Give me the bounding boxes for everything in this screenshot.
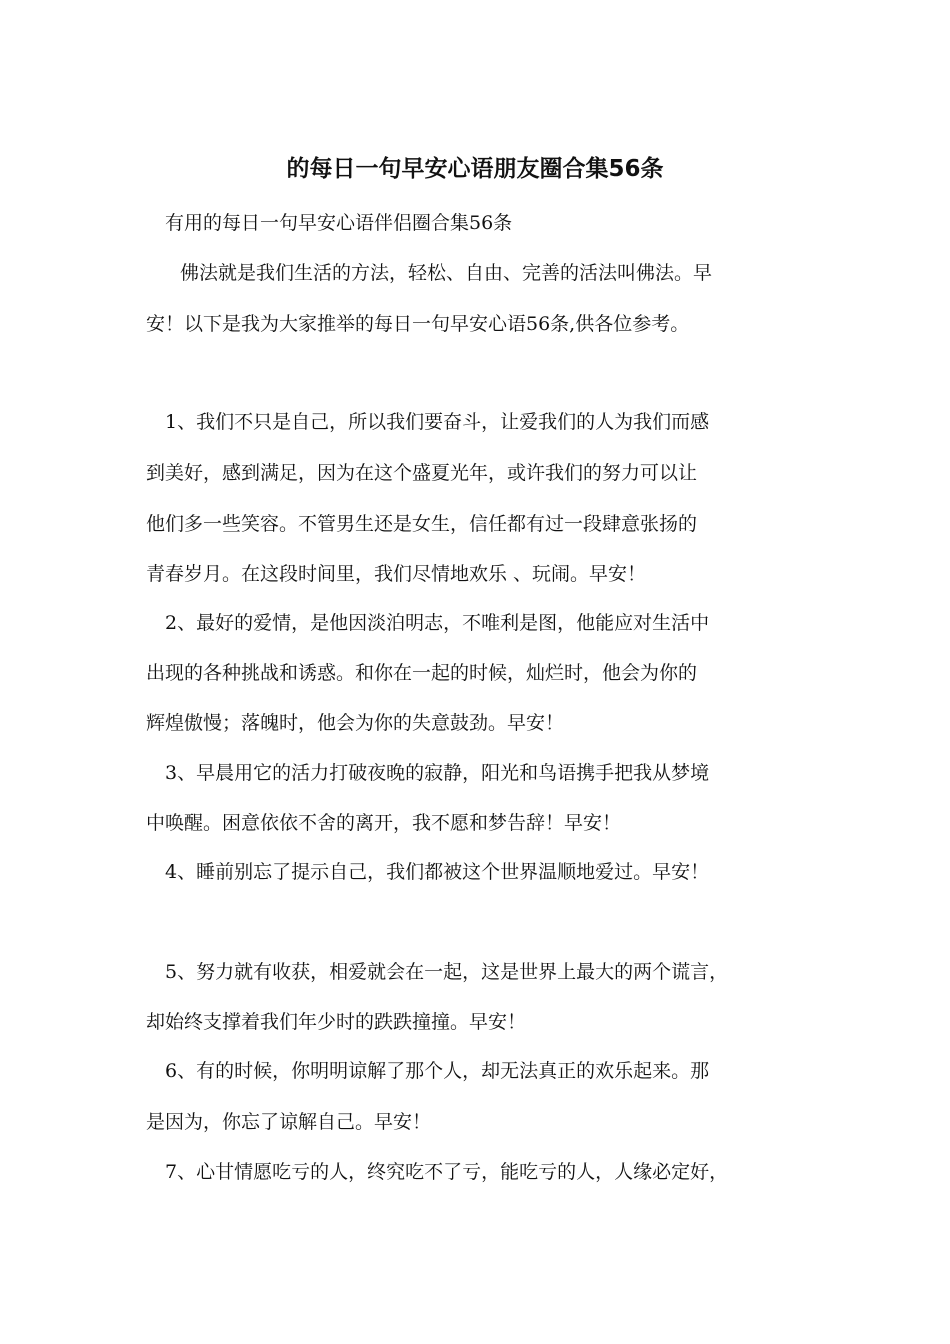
paragraph-line: 1、我们不只是自己，所以我们要奋斗，让爱我们的人为我们而感 xyxy=(165,411,710,433)
intro-line: 安！以下是我为大家推举的每日一句早安心语56条,供各位参考。 xyxy=(146,313,690,335)
paragraph-line: 却始终支撑着我们年少时的跌跌撞撞。早安！ xyxy=(146,1011,527,1033)
paragraph-line: 6、有的时候，你明明谅解了那个人，却无法真正的欢乐起来。那 xyxy=(165,1060,710,1082)
paragraph-line: 到美好，感到满足，因为在这个盛夏光年，或许我们的努力可以让 xyxy=(146,462,698,484)
intro-line: 佛法就是我们生活的方法，轻松、自由、完善的活法叫佛法。早 xyxy=(180,262,713,284)
paragraph-line: 是因为，你忘了谅解自己。早安！ xyxy=(146,1111,432,1133)
paragraph-line: 他们多一些笑容。不管男生还是女生，信任都有过一段肆意张扬的 xyxy=(146,513,698,535)
subtitle-line: 有用的每日一句早安心语伴侣圈合集56条 xyxy=(165,212,513,234)
paragraph-line: 中唤醒。困意依依不舍的离开，我不愿和梦告辞！早安！ xyxy=(146,812,622,834)
paragraph-line: 青春岁月。在这段时间里，我们尽情地欢乐 、玩闹。早安！ xyxy=(146,563,647,585)
paragraph-line: 辉煌傲慢；落魄时，他会为你的失意鼓劲。早安！ xyxy=(146,712,565,734)
paragraph-line: 2、最好的爱情，是他因淡泊明志，不唯利是图，他能应对生活中 xyxy=(165,612,710,634)
paragraph-line: 7、心甘情愿吃亏的人，终究吃不了亏，能吃亏的人，人缘必定好， xyxy=(165,1161,729,1183)
paragraph-line: 4、睡前别忘了提示自己，我们都被这个世界温顺地爱过。早安！ xyxy=(165,861,710,883)
paragraph-line: 5、努力就有收获，相爱就会在一起，这是世界上最大的两个谎言， xyxy=(165,961,729,983)
paragraph-line: 出现的各种挑战和诱惑。和你在一起的时候，灿烂时，他会为你的 xyxy=(146,662,698,684)
paragraph-line: 3、早晨用它的活力打破夜晚的寂静，阳光和鸟语携手把我从梦境 xyxy=(165,762,710,784)
document-title: 的每日一句早安心语朋友圈合集56条 xyxy=(286,156,664,182)
